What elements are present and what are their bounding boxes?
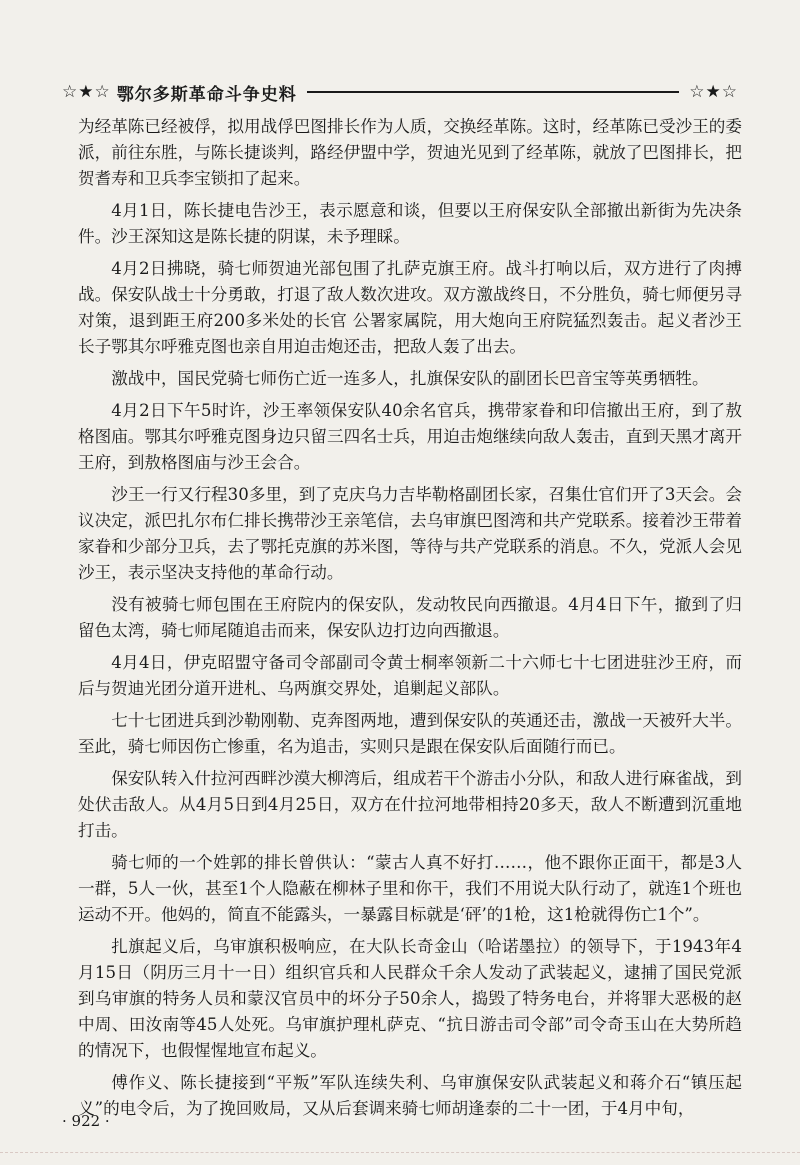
paragraph: 激战中，国民党骑七师伤亡近一连多人，扎旗保安队的副团长巴音宝等英勇牺牲。 [111, 369, 709, 388]
paragraph: 沙王一行又行程30多里，到了克庆乌力吉毕勒格副团长家，召集仕官们开了3天会。会议决定，派巴扎尔布仁排长携带沙王亲笔信，去乌审旗巴图湾和共产党联系。接着沙王带着家眷和少部分卫兵，去了鄂托克旗的苏米图，等待与共产党联系的消息。不久，党派人会见沙王，表示坚决支持他的革命行动。 [78, 485, 742, 582]
paragraph: 傅作义、陈长捷接到“平叛”军队连续失利、乌审旗保安队武装起义和蒋介石“镇压起义”的电令后，为了挽回败局，又从后套调来骑七师胡逢泰的二十一团，于4月中旬， [78, 1073, 742, 1118]
paragraph: 没有被骑七师包围在王府院内的保安队，发动牧民向西撤退。4月4日下午，撤到了归留色太湾，骑七师尾随追击而来，保安队边打边向西撤退。 [78, 595, 742, 640]
paragraph: 保安队转入什拉河西畔沙漠大柳湾后，组成若干个游击小分队，和敌人进行麻雀战，到处伏击敌人。从4月5日到4月25日，双方在什拉河地带相持20多天，敌人不断遭到沉重地打击。 [78, 769, 742, 840]
paragraph: 4月2日拂晓，骑七师贺迪光部包围了扎萨克旗王府。战斗打响以后，双方进行了肉搏战。保安队战士十分勇敢，打退了敌人数次进攻。双方激战终日，不分胜负，骑七师便另寻对策，退到距王府200多米处的长官 公署家属院，用大炮向王府院猛烈轰击。起义者沙王长子鄂其尔呼雅克图也亲自用迫击炮还击，把敌人轰了出去。 [78, 259, 742, 356]
paragraph: 骑七师的一个姓郭的排长曾供认：“蒙古人真不好打……，他不跟你正面干，都是3人一群，5人一伙，甚至1个人隐蔽在柳林子里和你干，我们不用说大队行动了，就连1个班也运动不开。他妈的，简直不能露头，一暴露目标就是‘砰’的1枪，这1枪就得伤亡1个”。 [78, 853, 742, 924]
bottom-edge-marks [0, 1152, 800, 1155]
body-text [78, 114, 742, 1128]
paragraph: 4月1日，陈长捷电告沙王，表示愿意和谈，但要以王府保安队全部撤出新街为先决条件。沙王深知这是陈长捷的阴谋，未予理睬。 [78, 201, 742, 246]
series-title: 鄂尔多斯革命斗争史料 [116, 84, 297, 105]
header-stars-left: ☆★☆ [62, 82, 111, 102]
header-rule [307, 91, 680, 93]
paragraph: 4月2日下午5时许，沙王率领保安队40余名官兵，携带家眷和印信撤出王府，到了敖格图庙。鄂其尔呼雅克图身边只留三四名士兵，用迫击炮继续向敌人轰击，直到天黑才离开王府，到敖格图庙与沙王会合。 [78, 401, 742, 472]
paragraph: 七十七团进兵到沙勒刚勒、克奔图两地，遭到保安队的英通还击，激战一天被歼大半。至此，骑七师因伤亡惨重，名为追击，实则只是跟在保安队后面随行而已。 [78, 711, 742, 756]
paragraph: 扎旗起义后，乌审旗积极响应，在大队长奇金山（哈诺墨拉）的领导下，于1943年4月15日（阴历三月十一日）组织官兵和人民群众千余人发动了武装起义，逮捕了国民党派到乌审旗的特务人员和蒙汉官员中的坏分子50余人，捣毁了特务电台，并将罪大恶极的赵中周、田汝南等45人处死。乌审旗护理札萨克、“抗日游击司令部”司令奇玉山在大势所趋的情况下，也假惺惺地宣布起义。 [78, 937, 742, 1060]
paragraph: 4月4日，伊克昭盟守备司令部副司令黄士桐率领新二十六师七十七团进驻沙王府，而后与贺迪光团分道开进札、乌两旗交界处，追剿起义部队。 [78, 653, 742, 698]
running-header [62, 78, 738, 106]
header-stars-right: ☆★☆ [689, 82, 738, 102]
paragraph: 为经革陈已经被俘，拟用战俘巴图排长作为人质，交换经革陈。这时，经革陈已受沙王的委派，前往东胜，与陈长捷谈判，路经伊盟中学，贺迪光见到了经革陈，就放了巴图排长，把贺耆寿和卫兵李宝锁扣了起来。 [78, 117, 742, 188]
page-number: · 922 · [62, 1112, 110, 1130]
